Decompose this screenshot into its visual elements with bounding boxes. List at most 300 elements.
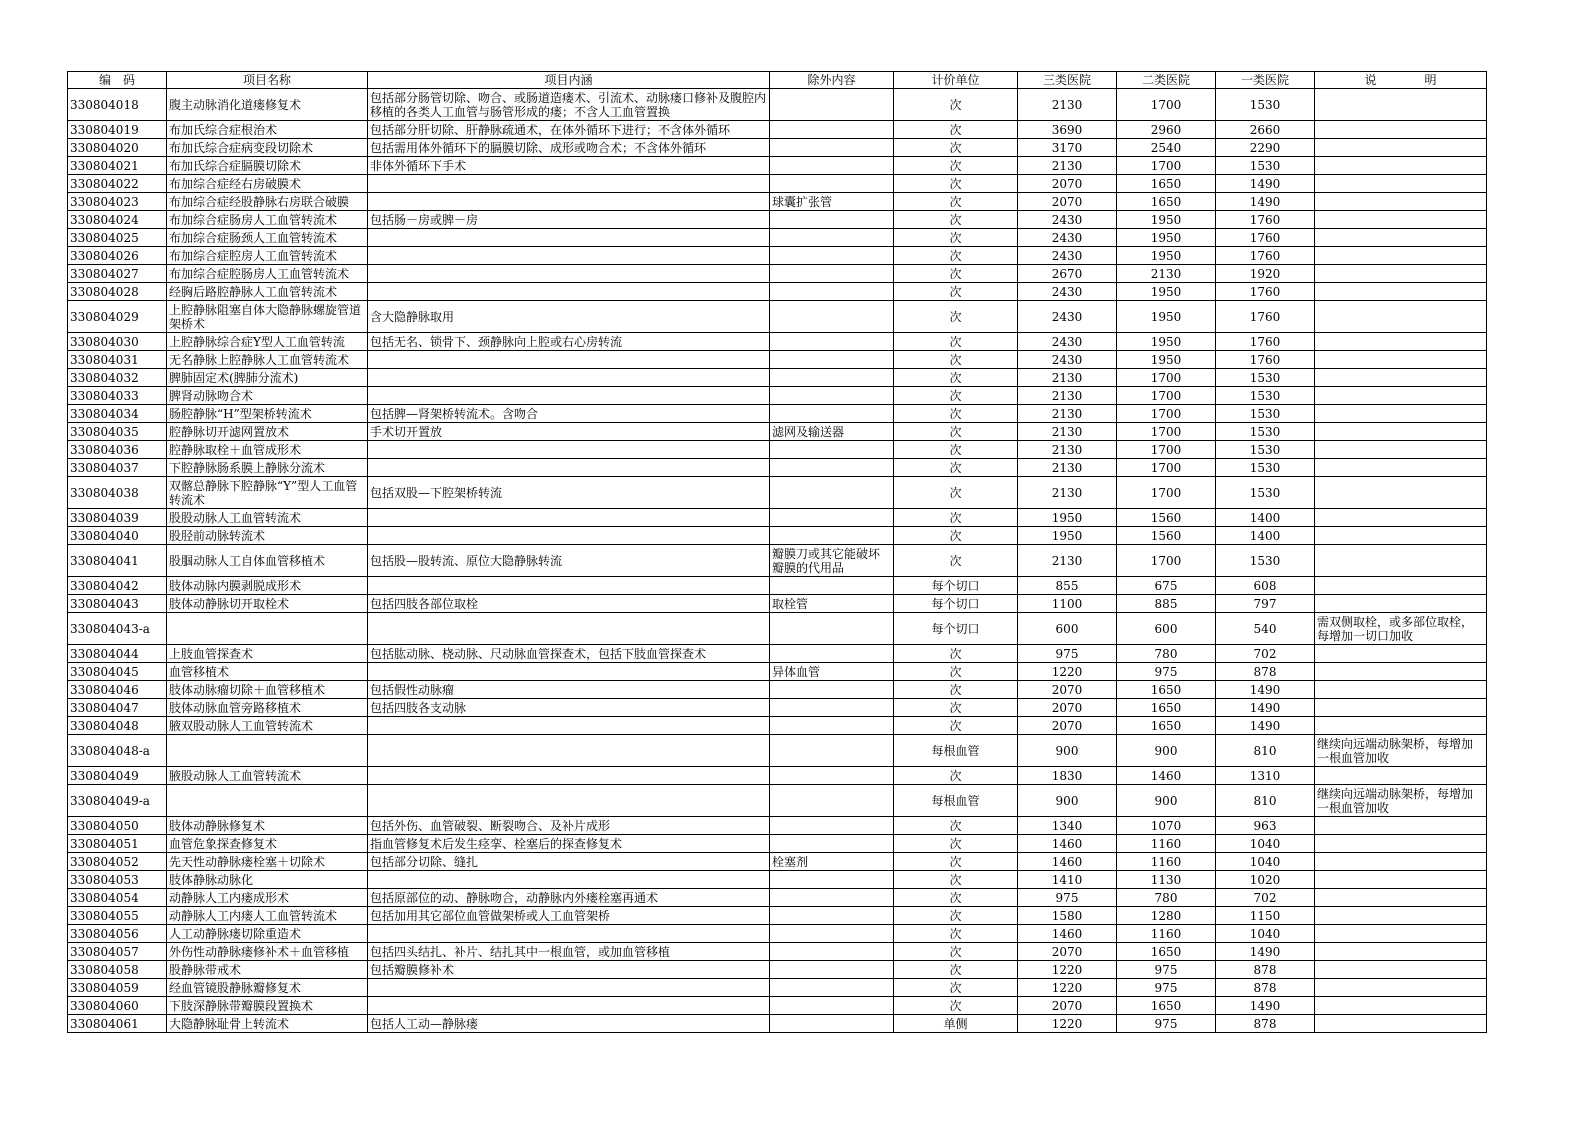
cell-class1-price: 1400 [1216,509,1315,527]
cell-class2-price: 1950 [1117,229,1216,247]
cell-name: 布加氏综合症病变段切除术 [167,139,368,157]
cell-class3-price: 2070 [1018,681,1117,699]
cell-note [1315,835,1487,853]
cell-excluded [770,817,894,835]
cell-class1-price: 878 [1216,979,1315,997]
cell-unit: 次 [894,333,1018,351]
cell-name: 血管移植术 [167,663,368,681]
cell-class2-price: 1650 [1117,175,1216,193]
cell-note [1315,423,1487,441]
cell-code: 330804041 [68,545,167,577]
cell-code: 330804057 [68,943,167,961]
cell-excluded: 异体血管 [770,663,894,681]
table-row [68,229,1487,247]
cell-class1-price: 1530 [1216,441,1315,459]
cell-class3-price: 2070 [1018,997,1117,1015]
cell-note [1315,441,1487,459]
cell-unit: 次 [894,211,1018,229]
cell-content: 包括人工动—静脉瘘 [368,1015,770,1033]
cell-class3-price: 2130 [1018,545,1117,577]
cell-note [1315,943,1487,961]
cell-class2-price: 2130 [1117,265,1216,283]
cell-class3-price: 1100 [1018,595,1117,613]
cell-name: 肢体动脉血管旁路移植术 [167,699,368,717]
cell-content: 包括部分肠管切除、吻合、或肠道造瘘术、引流术、动脉瘘口修补及腹腔内移植的各类人工血管与肠管形成的瘘；不含人工血管置换 [368,89,770,121]
cell-excluded [770,925,894,943]
cell-class2-price: 1700 [1117,369,1216,387]
table-row [68,545,1487,577]
cell-excluded [770,351,894,369]
cell-excluded [770,265,894,283]
cell-unit: 次 [894,423,1018,441]
cell-code: 330804058 [68,961,167,979]
cell-name: 动静脉人工内瘘人工血管转流术 [167,907,368,925]
cell-unit: 次 [894,89,1018,121]
cell-class1-price: 1490 [1216,997,1315,1015]
cell-class2-price: 975 [1117,663,1216,681]
cell-class2-price: 2540 [1117,139,1216,157]
cell-note [1315,907,1487,925]
cell-unit: 次 [894,907,1018,925]
cell-class1-price: 1150 [1216,907,1315,925]
cell-code: 330804037 [68,459,167,477]
cell-excluded [770,871,894,889]
cell-content [368,925,770,943]
cell-unit: 次 [894,157,1018,175]
cell-name: 下腔静脉肠系膜上静脉分流术 [167,459,368,477]
cell-class3-price: 2070 [1018,717,1117,735]
cell-code: 330804038 [68,477,167,509]
cell-class3-price: 1220 [1018,663,1117,681]
cell-content: 包括股—股转流、原位大隐静脉转流 [368,545,770,577]
cell-content [368,441,770,459]
cell-class3-price: 2430 [1018,247,1117,265]
cell-class3-price: 900 [1018,785,1117,817]
cell-class1-price: 1490 [1216,175,1315,193]
cell-note [1315,925,1487,943]
cell-class1-price: 1760 [1216,211,1315,229]
cell-unit: 次 [894,387,1018,405]
cell-class2-price: 1700 [1117,157,1216,175]
table-row [68,645,1487,663]
cell-code: 330804052 [68,853,167,871]
cell-content [368,265,770,283]
cell-class2-price: 1700 [1117,477,1216,509]
cell-code: 330804047 [68,699,167,717]
cell-name: 布加综合症经股静脉右房联合破膜 [167,193,368,211]
cell-excluded [770,121,894,139]
cell-content [368,979,770,997]
cell-code: 330804056 [68,925,167,943]
cell-class3-price: 2130 [1018,157,1117,175]
cell-name: 脾肾动脉吻合术 [167,387,368,405]
cell-content [368,351,770,369]
cell-class1-price: 1490 [1216,943,1315,961]
table-row [68,283,1487,301]
table-row [68,681,1487,699]
cell-class1-price: 1530 [1216,459,1315,477]
cell-class1-price: 810 [1216,735,1315,767]
header-name: 项目名称 [167,72,368,89]
cell-class3-price: 1410 [1018,871,1117,889]
cell-class1-price: 1040 [1216,925,1315,943]
cell-note [1315,595,1487,613]
cell-unit: 每根血管 [894,735,1018,767]
cell-unit: 次 [894,351,1018,369]
cell-name: 布加综合症经右房破膜术 [167,175,368,193]
cell-name: 布加综合症腔肠房人工血管转流术 [167,265,368,283]
cell-excluded [770,139,894,157]
table-row [68,717,1487,735]
cell-class1-price: 1040 [1216,835,1315,853]
cell-class2-price: 1560 [1117,509,1216,527]
cell-class3-price: 2070 [1018,175,1117,193]
table-row [68,157,1487,175]
cell-note [1315,301,1487,333]
cell-code: 330804030 [68,333,167,351]
table-row [68,211,1487,229]
cell-excluded [770,997,894,1015]
cell-excluded [770,387,894,405]
cell-content: 包括四肢各部位取栓 [368,595,770,613]
cell-excluded [770,735,894,767]
cell-excluded: 栓塞剂 [770,853,894,871]
cell-class2-price: 1700 [1117,459,1216,477]
cell-excluded: 球囊扩张管 [770,193,894,211]
cell-note [1315,961,1487,979]
cell-excluded [770,527,894,545]
table-row [68,193,1487,211]
cell-code: 330804055 [68,907,167,925]
cell-class3-price: 2430 [1018,351,1117,369]
cell-name: 布加综合症腔房人工血管转流术 [167,247,368,265]
cell-name: 股静脉带戒术 [167,961,368,979]
cell-content [368,175,770,193]
cell-name: 肠腔静脉“H”型架桥转流术 [167,405,368,423]
cell-note [1315,681,1487,699]
cell-name [167,785,368,817]
table-row [68,265,1487,283]
cell-content: 包括肱动脉、桡动脉、尺动脉血管探查术，包括下肢血管探查术 [368,645,770,663]
cell-content: 包括部分切除、缝扎 [368,853,770,871]
cell-unit: 次 [894,681,1018,699]
cell-excluded [770,907,894,925]
cell-code: 330804053 [68,871,167,889]
cell-unit: 次 [894,835,1018,853]
table-row [68,369,1487,387]
table-row [68,89,1487,121]
cell-content: 含大隐静脉取用 [368,301,770,333]
cell-unit: 次 [894,193,1018,211]
cell-unit: 次 [894,459,1018,477]
cell-excluded [770,681,894,699]
header-content: 项目内涵 [368,72,770,89]
cell-content: 包括假性动脉瘤 [368,681,770,699]
cell-note [1315,979,1487,997]
cell-excluded [770,889,894,907]
cell-class2-price: 1460 [1117,767,1216,785]
cell-unit: 次 [894,889,1018,907]
table-row [68,459,1487,477]
cell-class2-price: 1950 [1117,247,1216,265]
table-row [68,961,1487,979]
price-sheet [67,71,1487,1033]
table-header [68,72,1487,89]
cell-excluded [770,283,894,301]
header-class1: 一类医院 [1216,72,1315,89]
cell-class1-price: 1490 [1216,193,1315,211]
cell-class2-price: 1160 [1117,853,1216,871]
cell-class1-price: 702 [1216,889,1315,907]
cell-content: 包括脾—肾架桥转流术。含吻合 [368,405,770,423]
cell-note: 继续向远端动脉架桥，每增加一根血管加收 [1315,735,1487,767]
cell-class1-price: 1310 [1216,767,1315,785]
cell-excluded: 取栓管 [770,595,894,613]
cell-name: 大隐静脉耻骨上转流术 [167,1015,368,1033]
cell-unit: 次 [894,817,1018,835]
cell-class2-price: 1950 [1117,283,1216,301]
cell-code: 330804028 [68,283,167,301]
cell-class3-price: 1460 [1018,835,1117,853]
cell-excluded [770,943,894,961]
cell-class3-price: 2130 [1018,423,1117,441]
cell-content: 指血管修复术后发生痉挛、栓塞后的探查修复术 [368,835,770,853]
cell-code: 330804048-a [68,735,167,767]
cell-unit: 次 [894,527,1018,545]
cell-name: 无名静脉上腔静脉人工血管转流术 [167,351,368,369]
cell-content: 手术切开置放 [368,423,770,441]
cell-name: 腹主动脉消化道瘘修复术 [167,89,368,121]
cell-excluded [770,509,894,527]
cell-note: 需双侧取栓，或多部位取栓，每增加一切口加收 [1315,613,1487,645]
cell-class1-price: 1530 [1216,477,1315,509]
cell-note [1315,477,1487,509]
cell-note [1315,157,1487,175]
cell-name: 经血管镜股静脉瓣修复术 [167,979,368,997]
cell-class2-price: 1700 [1117,441,1216,459]
cell-class2-price: 1700 [1117,405,1216,423]
cell-class3-price: 1220 [1018,979,1117,997]
cell-note [1315,333,1487,351]
cell-class3-price: 2130 [1018,405,1117,423]
cell-unit: 每个切口 [894,595,1018,613]
cell-unit: 次 [894,545,1018,577]
header-excluded: 除外内容 [770,72,894,89]
cell-class1-price: 1530 [1216,405,1315,423]
table-row [68,871,1487,889]
cell-code: 330804061 [68,1015,167,1033]
cell-name: 肢体动脉瘤切除＋血管移植术 [167,681,368,699]
cell-class3-price: 1950 [1018,527,1117,545]
cell-note [1315,139,1487,157]
cell-excluded [770,175,894,193]
table-body [68,89,1487,1033]
cell-note [1315,545,1487,577]
cell-note [1315,229,1487,247]
cell-note [1315,699,1487,717]
cell-note [1315,527,1487,545]
cell-class2-price: 975 [1117,1015,1216,1033]
cell-class2-price: 1280 [1117,907,1216,925]
cell-unit: 次 [894,283,1018,301]
cell-content [368,717,770,735]
table-row [68,577,1487,595]
cell-note [1315,265,1487,283]
cell-content: 包括加用其它部位血管做架桥或人工血管架桥 [368,907,770,925]
cell-unit: 次 [894,301,1018,333]
cell-name: 下肢深静脉带瓣膜段置换术 [167,997,368,1015]
cell-code: 330804046 [68,681,167,699]
cell-name: 双髂总静脉下腔静脉“Y”型人工血管转流术 [167,477,368,509]
table-row [68,423,1487,441]
cell-content: 包括双股—下腔架桥转流 [368,477,770,509]
cell-unit: 次 [894,121,1018,139]
cell-code: 330804026 [68,247,167,265]
cell-class2-price: 900 [1117,735,1216,767]
table-row [68,889,1487,907]
cell-code: 330804044 [68,645,167,663]
cell-excluded [770,477,894,509]
table-row [68,1015,1487,1033]
cell-unit: 次 [894,369,1018,387]
cell-class1-price: 702 [1216,645,1315,663]
cell-code: 330804040 [68,527,167,545]
cell-class3-price: 2130 [1018,369,1117,387]
cell-unit: 次 [894,441,1018,459]
cell-excluded [770,441,894,459]
cell-name: 布加综合症肠颈人工血管转流术 [167,229,368,247]
cell-class1-price: 1760 [1216,351,1315,369]
cell-unit: 次 [894,139,1018,157]
cell-code: 330804032 [68,369,167,387]
cell-excluded [770,979,894,997]
table-row [68,613,1487,645]
cell-class3-price: 2430 [1018,333,1117,351]
cell-class2-price: 1130 [1117,871,1216,889]
cell-excluded [770,247,894,265]
cell-unit: 次 [894,699,1018,717]
cell-unit: 次 [894,175,1018,193]
cell-code: 330804031 [68,351,167,369]
cell-class3-price: 2130 [1018,459,1117,477]
cell-name: 腋股动脉人工血管转流术 [167,767,368,785]
cell-code: 330804019 [68,121,167,139]
cell-class3-price: 975 [1018,889,1117,907]
cell-unit: 次 [894,229,1018,247]
table-row [68,121,1487,139]
cell-class3-price: 2130 [1018,441,1117,459]
cell-class2-price: 1160 [1117,835,1216,853]
cell-class1-price: 1760 [1216,333,1315,351]
cell-class1-price: 1760 [1216,301,1315,333]
cell-code: 330804018 [68,89,167,121]
cell-note [1315,577,1487,595]
cell-class2-price: 1650 [1117,997,1216,1015]
cell-class1-price: 1760 [1216,247,1315,265]
cell-class3-price: 975 [1018,645,1117,663]
cell-content [368,871,770,889]
cell-content [368,193,770,211]
cell-unit: 次 [894,997,1018,1015]
cell-excluded [770,645,894,663]
cell-note [1315,663,1487,681]
cell-class1-price: 1490 [1216,717,1315,735]
cell-content [368,283,770,301]
cell-class1-price: 540 [1216,613,1315,645]
cell-class3-price: 3170 [1018,139,1117,157]
cell-unit: 次 [894,477,1018,509]
cell-note [1315,1015,1487,1033]
table-row [68,997,1487,1015]
cell-name: 布加综合症肠房人工血管转流术 [167,211,368,229]
cell-code: 330804034 [68,405,167,423]
cell-code: 330804049 [68,767,167,785]
cell-note [1315,283,1487,301]
cell-class3-price: 2130 [1018,89,1117,121]
cell-note [1315,889,1487,907]
cell-code: 330804039 [68,509,167,527]
cell-code: 330804051 [68,835,167,853]
cell-class2-price: 1070 [1117,817,1216,835]
cell-note [1315,121,1487,139]
cell-code: 330804045 [68,663,167,681]
cell-class2-price: 780 [1117,889,1216,907]
table-row [68,943,1487,961]
cell-class1-price: 1530 [1216,89,1315,121]
cell-class2-price: 975 [1117,979,1216,997]
cell-code: 330804049-a [68,785,167,817]
cell-unit: 次 [894,961,1018,979]
cell-unit: 次 [894,925,1018,943]
table-row [68,351,1487,369]
cell-name: 股腘动脉人工自体血管移植术 [167,545,368,577]
cell-unit: 次 [894,645,1018,663]
cell-code: 330804059 [68,979,167,997]
table-row [68,387,1487,405]
cell-class2-price: 1950 [1117,333,1216,351]
cell-class1-price: 1490 [1216,681,1315,699]
cell-unit: 次 [894,663,1018,681]
table-row [68,767,1487,785]
cell-name: 腔静脉切开滤网置放术 [167,423,368,441]
cell-name: 布加氏综合症根治术 [167,121,368,139]
cell-code: 330804022 [68,175,167,193]
cell-class1-price: 1530 [1216,545,1315,577]
cell-note [1315,369,1487,387]
cell-note [1315,767,1487,785]
cell-class2-price: 1560 [1117,527,1216,545]
header-note: 说 明 [1315,72,1487,89]
table-row [68,663,1487,681]
cell-class2-price: 1650 [1117,717,1216,735]
cell-class3-price: 2670 [1018,265,1117,283]
table-row [68,301,1487,333]
cell-excluded [770,405,894,423]
cell-content [368,527,770,545]
table-row [68,595,1487,613]
cell-unit: 次 [894,853,1018,871]
table-row [68,527,1487,545]
cell-unit: 次 [894,767,1018,785]
cell-name: 肢体动静脉切开取栓术 [167,595,368,613]
cell-note [1315,193,1487,211]
cell-code: 330804043 [68,595,167,613]
cell-class2-price: 1950 [1117,351,1216,369]
table-row [68,405,1487,423]
cell-class1-price: 878 [1216,1015,1315,1033]
cell-note [1315,211,1487,229]
cell-note [1315,247,1487,265]
